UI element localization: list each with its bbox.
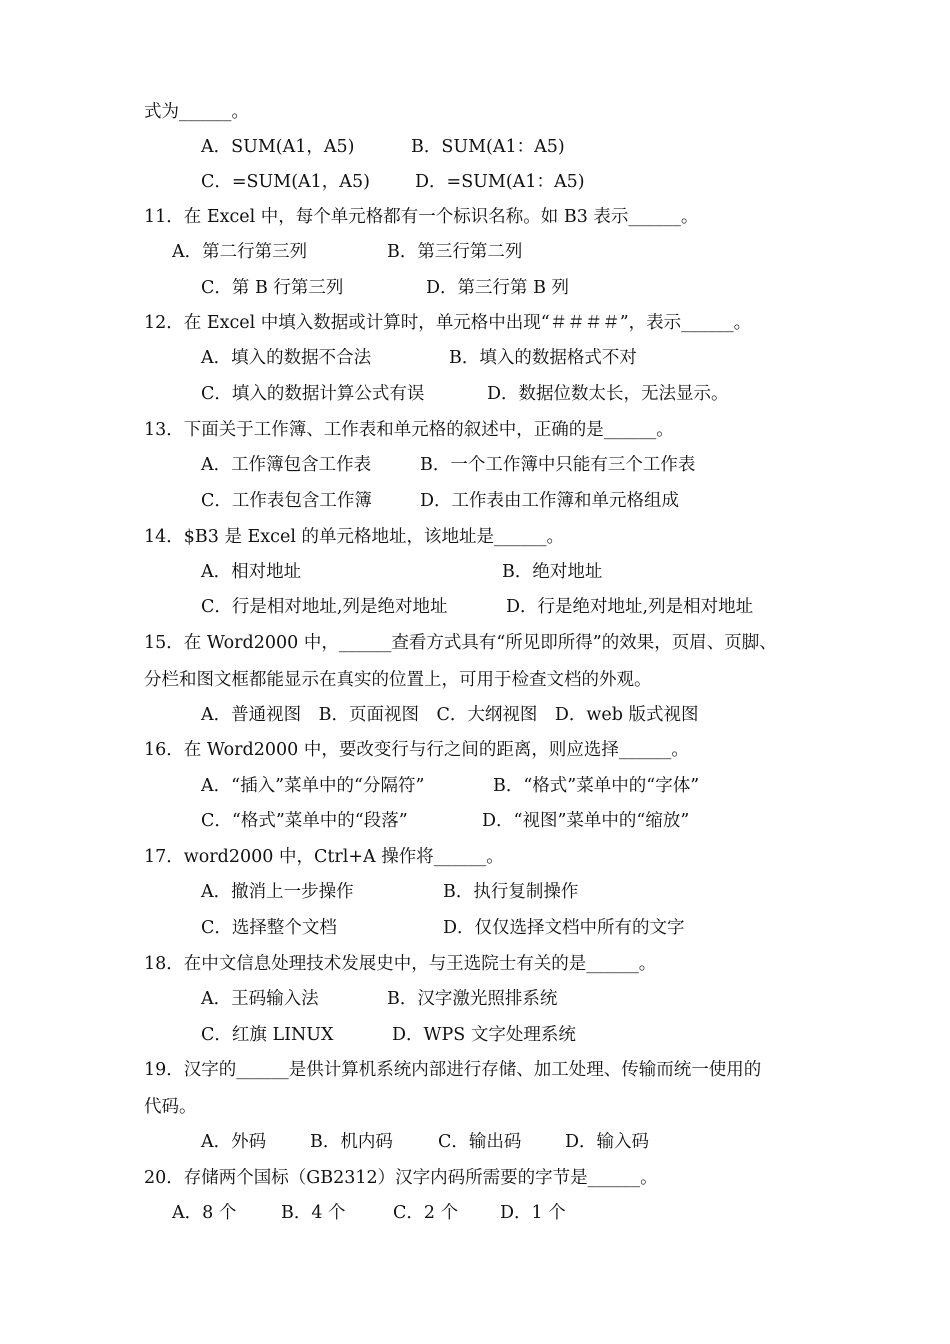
option-c: C．“格式”菜单中的“段落” bbox=[201, 811, 408, 831]
option-b: B．4 个 bbox=[281, 1203, 346, 1223]
question-15: 15．在 Word2000 中，______查看方式具有“所见即所得”的效果，页眉、页脚、 bbox=[144, 633, 777, 653]
question-14: 14．$B3 是 Excel 的单元格地址，该地址是______。 bbox=[144, 527, 564, 547]
option-c: C．选择整个文档 bbox=[201, 918, 337, 938]
question-19-continuation: 代码。 bbox=[144, 1097, 197, 1117]
option-c: C．2 个 bbox=[393, 1203, 459, 1223]
option-a: A．填入的数据不合法 bbox=[201, 348, 372, 368]
question-18: 18．在中文信息处理技术发展史中，与王选院士有关的是______。 bbox=[144, 954, 657, 974]
option-a: A．工作簿包含工作表 bbox=[201, 455, 372, 475]
option-c: C．填入的数据计算公式有误 bbox=[201, 384, 425, 404]
option-b: B．一个工作簿中只能有三个工作表 bbox=[420, 455, 696, 475]
option-d: D．“视图”菜单中的“缩放” bbox=[482, 811, 690, 831]
option-d: D．1 个 bbox=[500, 1203, 566, 1223]
question-19: 19．汉字的______是供计算机系统内部进行存储、加工处理、传输而统一使用的 bbox=[144, 1060, 762, 1080]
option-a: A．第二行第三列 bbox=[172, 242, 308, 262]
option-b: B．“格式”菜单中的“字体” bbox=[493, 776, 700, 796]
question-15-continuation: 分栏和图文框都能显示在真实的位置上，可用于检查文档的外观。 bbox=[144, 670, 652, 690]
option-b: B．汉字激光照排系统 bbox=[387, 989, 558, 1009]
question-12: 12．在 Excel 中填入数据或计算时，单元格中出现“＃＃＃＃”，表示______。 bbox=[144, 313, 752, 333]
option-b: B．机内码 bbox=[310, 1132, 393, 1152]
option-c: C．输出码 bbox=[438, 1132, 522, 1152]
option-b: B．第三行第二列 bbox=[387, 242, 523, 262]
question-20: 20．存储两个国标（GB2312）汉字内码所需要的字节是______。 bbox=[144, 1168, 658, 1188]
option-c: C．=SUM(A1，A5) bbox=[201, 172, 370, 192]
option-d: D．WPS 文字处理系统 bbox=[392, 1025, 576, 1045]
option-c: C．第 B 行第三列 bbox=[201, 278, 344, 298]
question-11: 11．在 Excel 中，每个单元格都有一个标识名称。如 B3 表示______。 bbox=[144, 207, 699, 227]
option-a: A．外码 bbox=[201, 1132, 267, 1152]
option-a: A．8 个 bbox=[172, 1203, 237, 1223]
option-d: D．仅仅选择文档中所有的文字 bbox=[443, 918, 685, 938]
option-d: D．行是绝对地址,列是相对地址 bbox=[506, 597, 754, 617]
question-16: 16．在 Word2000 中，要改变行与行之间的距离，则应选择______。 bbox=[144, 740, 689, 760]
option-a: A．王码输入法 bbox=[201, 989, 319, 1009]
option-a: A．撤消上一步操作 bbox=[201, 882, 354, 902]
option-d: D．第三行第 B 列 bbox=[426, 278, 570, 298]
option-d: D．工作表由工作簿和单元格组成 bbox=[420, 491, 680, 511]
option-c: C．红旗 LINUX bbox=[201, 1025, 334, 1045]
option-b: B．填入的数据格式不对 bbox=[449, 348, 637, 368]
option-a: A．SUM(A1，A5) bbox=[201, 137, 355, 157]
question-continuation: 式为______。 bbox=[144, 102, 249, 122]
option-b: B．绝对地址 bbox=[502, 562, 603, 582]
option-c: C．行是相对地址,列是绝对地址 bbox=[201, 597, 448, 617]
question-13: 13．下面关于工作簿、工作表和单元格的叙述中，正确的是______。 bbox=[144, 420, 674, 440]
question-17: 17．word2000 中，Ctrl+A 操作将______。 bbox=[144, 847, 504, 867]
option-c: C．工作表包含工作簿 bbox=[201, 491, 372, 511]
option-d: D．输入码 bbox=[565, 1132, 650, 1152]
option-a: A．相对地址 bbox=[201, 562, 302, 582]
option-b: B．执行复制操作 bbox=[443, 882, 579, 902]
options-row: A．普通视图 B．页面视图 C．大纲视图 D．web 版式视图 bbox=[201, 705, 699, 725]
option-d: D．数据位数太长，无法显示。 bbox=[487, 384, 729, 404]
option-d: D．=SUM(A1：A5) bbox=[415, 172, 585, 192]
option-b: B．SUM(A1：A5) bbox=[411, 137, 565, 157]
option-a: A．“插入”菜单中的“分隔符” bbox=[201, 776, 425, 796]
